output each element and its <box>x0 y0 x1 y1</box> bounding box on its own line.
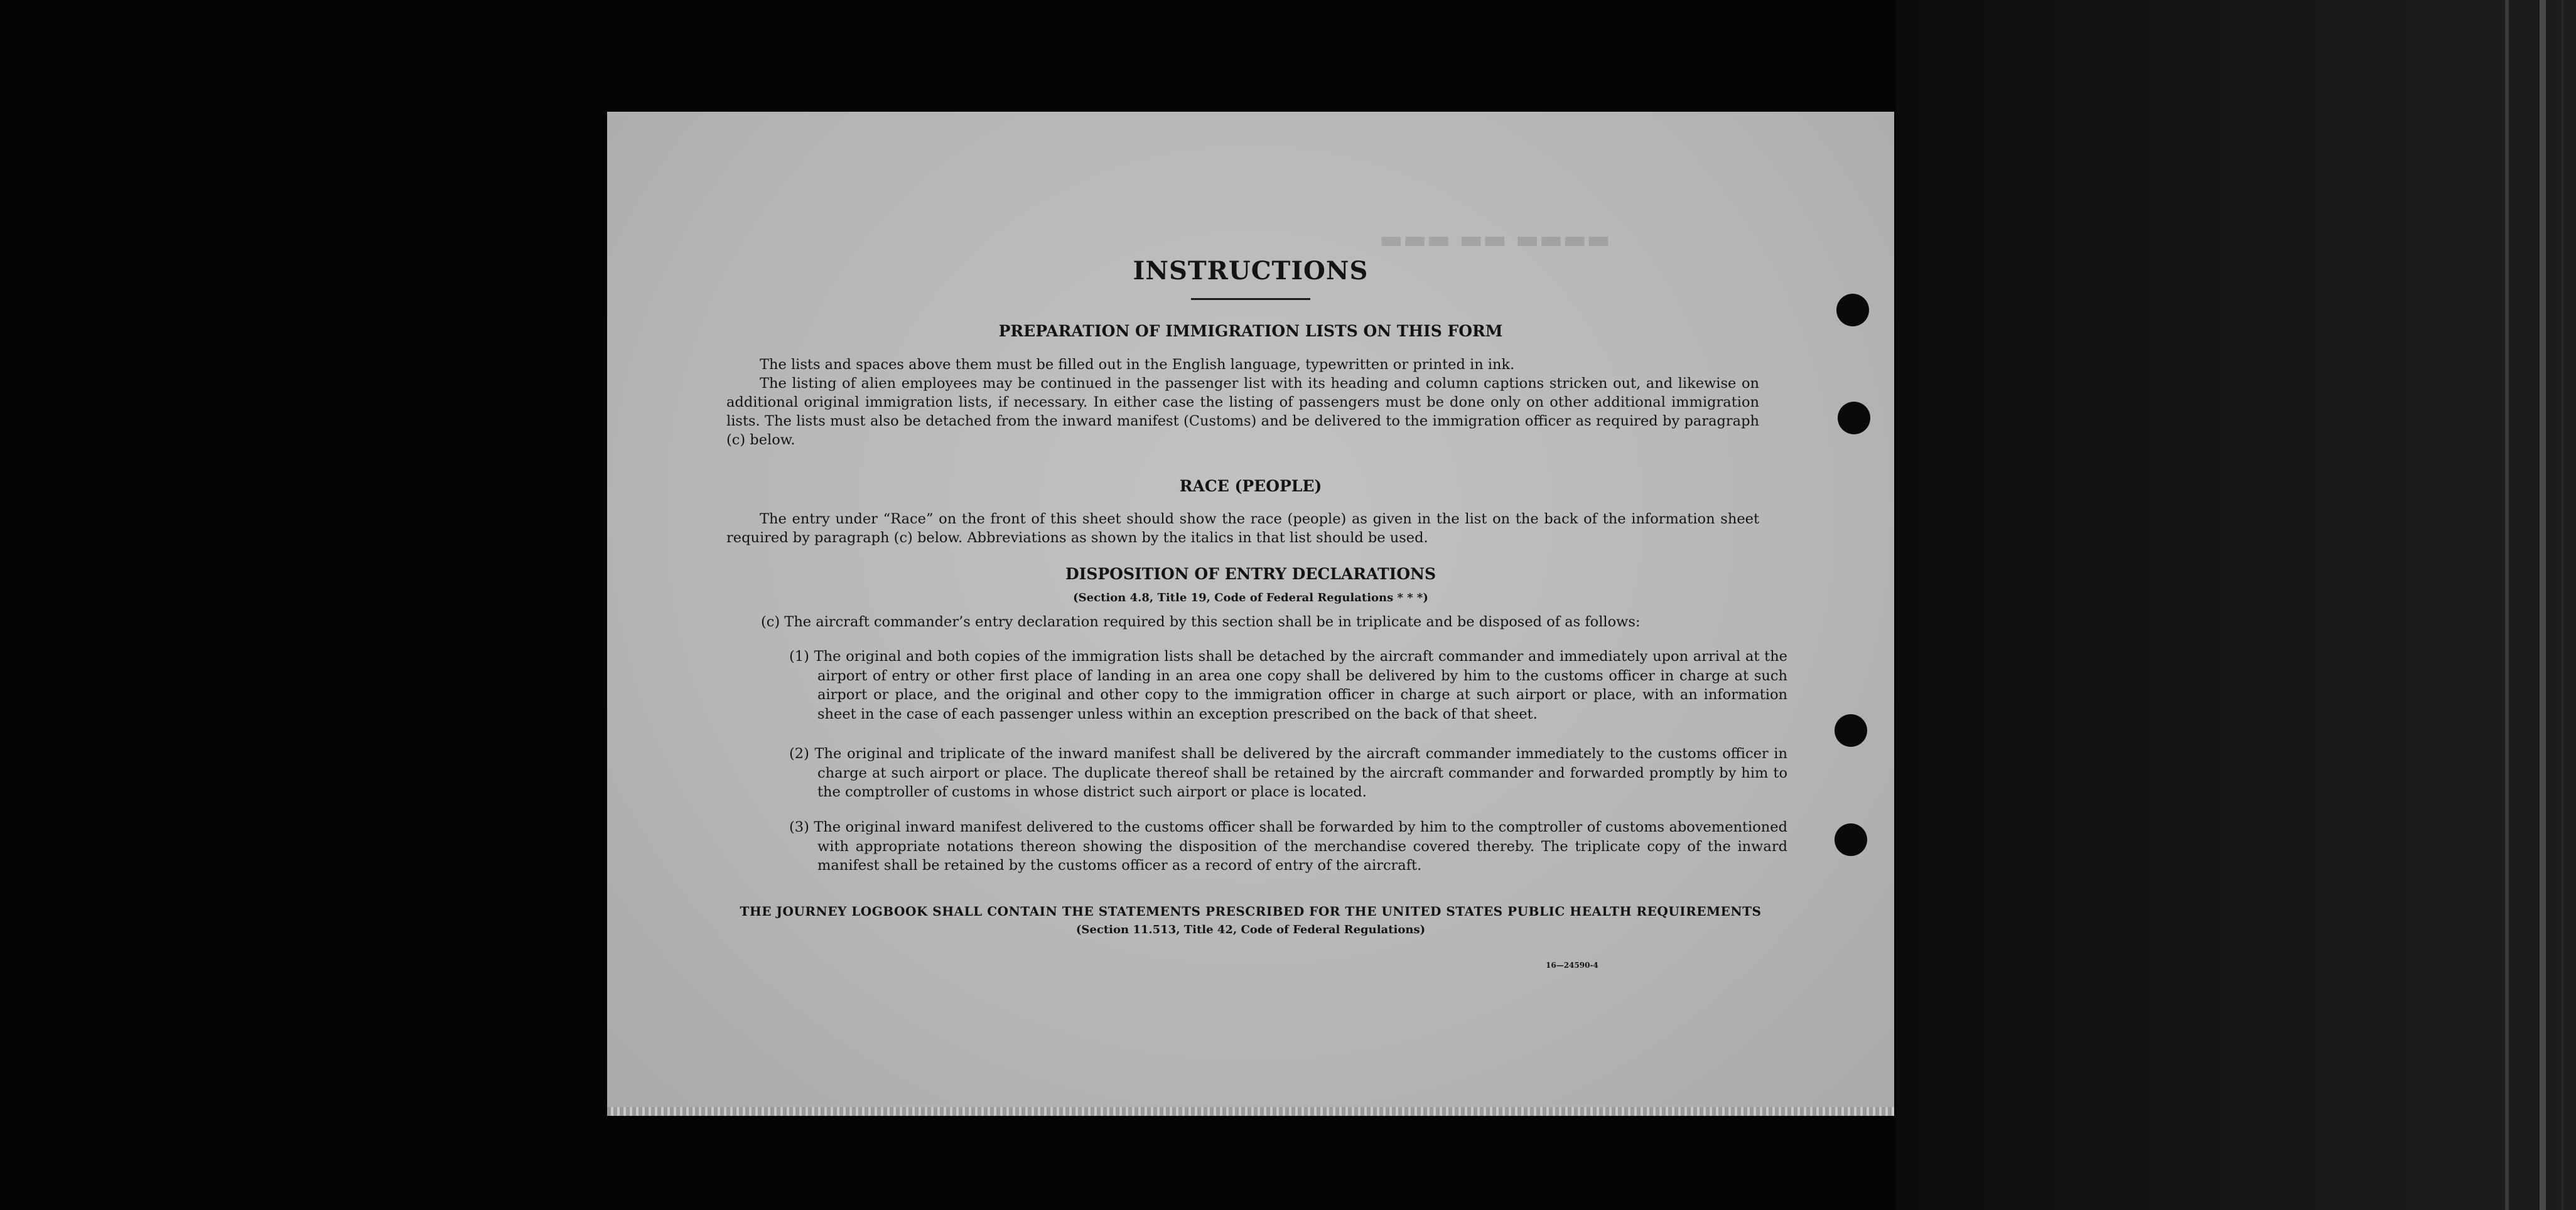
scanner-edge-line <box>2562 0 2563 1210</box>
scanner-edge-line <box>2505 0 2509 1210</box>
heading-disposition: DISPOSITION OF ENTRY DECLARATIONS <box>1065 565 1436 583</box>
heading-race: RACE (PEOPLE) <box>1179 477 1322 495</box>
disposition-intro <box>761 613 1759 631</box>
form-number: 16—24590-4 <box>1546 961 1598 970</box>
list-item: (3) The original inward manifest delivered to the customs officer shall be forwarded by him to the comptroller of customs abovementioned with appropriate notations thereon showing the disposition of the merchandise covered thereby. The triplicate copy of the inward manifest shall be retained by the customs officer as a record of entry of the aircraft. <box>789 819 1787 874</box>
scanner-background <box>1896 0 2576 1210</box>
paragraph: The listing of alien employees may be continued in the passenger list with its heading and column captions stricken out, and likewise on additional original immigration lists, if necessary. In either case the listing of passengers must be done only on other additional immigration lists. The lists must also be detached from the inward manifest (Customs) and be delivered to the immigration officer as required by paragraph (c) below. <box>726 375 1759 448</box>
list-item: (2) The original and triplicate of the inward manifest shall be delivered by the aircraft commander immediately to the customs officer in charge at such airport or place. The duplicate thereof shall be retained by the aircraft commander and forwarded promptly by him to the comptroller of customs in whose district such airport or place is located. <box>789 746 1787 800</box>
title-underline <box>1191 298 1310 300</box>
footer-statement: THE JOURNEY LOGBOOK SHALL CONTAIN THE STATEMENTS PRESCRIBED FOR THE UNITED STATES PUBLIC HEALTH REQUIREMENTS <box>740 904 1762 919</box>
footer-citation: (Section 11.513, Title 42, Code of Federal Regulations) <box>1075 923 1426 936</box>
punch-hole <box>1835 823 1867 856</box>
race-instructions <box>726 510 1759 547</box>
paragraph: The lists and spaces above them must be filled out in the English language, typewritten or printed in ink. <box>760 356 1515 373</box>
citation: (Section 4.8, Title 19, Code of Federal Regulations * * *) <box>1073 591 1428 604</box>
paragraph: (c) The aircraft commander’s entry declaration required by this section shall be in triplicate and be disposed of as follows: <box>761 614 1641 630</box>
punch-hole <box>1836 294 1869 326</box>
punch-hole <box>1835 714 1867 747</box>
page-title: INSTRUCTIONS <box>1133 256 1369 286</box>
scanner-edge-line <box>2540 0 2546 1210</box>
torn-bottom-edge <box>607 1107 1894 1116</box>
document-sheet <box>607 112 1894 1116</box>
immigration-instructions <box>726 355 1759 449</box>
bleed-through-marks: ▬▬▬ ▬▬ ▬▬▬▬ <box>1379 225 1610 254</box>
paragraph: The entry under “Race” on the front of this sheet should show the race (people) as given in the list on the back of the information sheet required by paragraph (c) below. Abbreviations as shown by the italics in that list should be used. <box>726 511 1759 546</box>
list-item: (1) The original and both copies of the immigration lists shall be detached by the aircraft commander and immediately upon arrival at the airport of entry or other first place of landing in an area one copy shall be delivered by him to the customs officer in charge at such airport or place, and the original and other copy to the immigration officer in charge at such airport or place, with an information sheet in the case of each passenger unless within an exception prescribed on the back of that sheet. <box>789 648 1787 722</box>
punch-hole <box>1838 402 1870 434</box>
heading-immigration-lists: PREPARATION OF IMMIGRATION LISTS ON THIS FORM <box>998 322 1503 340</box>
